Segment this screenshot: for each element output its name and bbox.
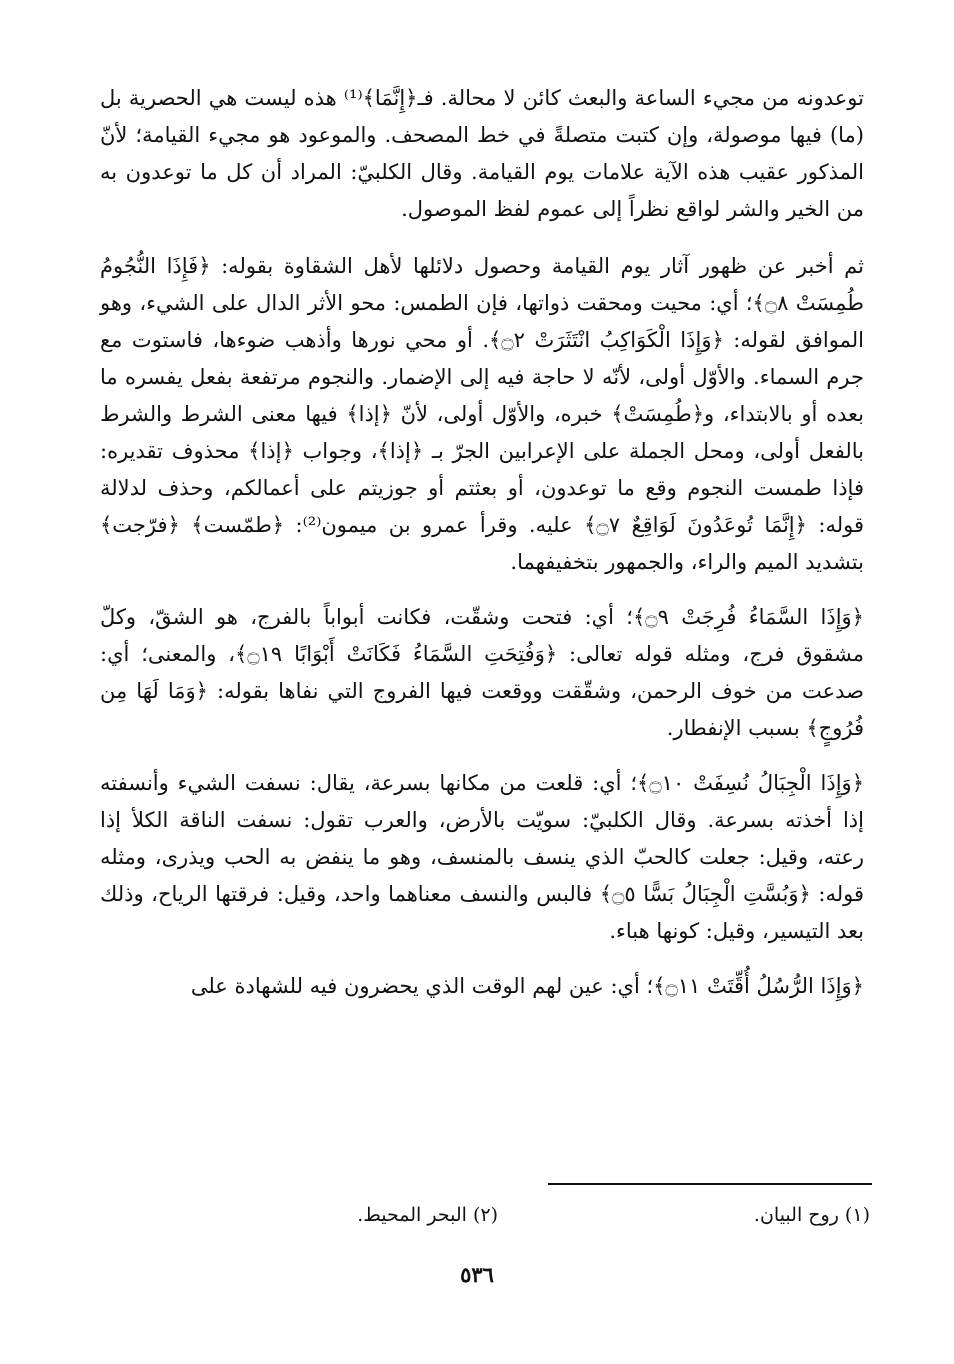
footnote-1: (١) روح البيان.	[753, 1204, 870, 1226]
paragraph-4: ﴿وَإِذَا الْجِبَالُ نُسِفَتْ ۝١٠﴾؛ أي: قلعت من مكانها بسرعة، يقال: نسفت الشيء وأنسفته إذا أخذته بسرعة. وقال الكلبيّ: سويّت بالأرض، والعرب تقول: نسفت الناقة الكلأ إذا رعته، وقيل: جعلت كالحبّ الذي ينسف بالمنسف، وهو ما ينفض به الحب ويذرى، ومثله قوله: ﴿وَبُسَّتِ الْجِبَالُ بَسًّا ۝٥﴾ فالبس والنسف معناهما واحد، وقيل: فرقتها الرياح، وذلك بعد التيسير، وقيل: كونها هباء.	[100, 771, 864, 943]
paragraph-2: ثم أخبر عن ظهور آثار يوم القيامة وحصول دلائلها لأهل الشقاوة بقوله: ﴿فَإِذَا النُّجُومُ طُمِسَتْ ۝٨﴾؛ أي: محيت ومحقت ذواتها، فإن الطمس: محو الأثر الدال على الشيء، وهو الموافق لقوله: ﴿وَإِذَا الْكَوَاكِبُ انْتَثَرَتْ ۝٢﴾. أو محي نورها وأذهب ضوءها، فاستوت مع جرم السماء. والأوّل أولى، لأنّه لا حاجة فيه إلى الإضمار. والنجوم مرتفعة بفعل يفسره ما بعده أو بالابتداء، و﴿طُمِسَتْ﴾ خبره، والأوّل أولى، لأنّ ﴿إذا﴾ فيها معنى الشرط والشرط بالفعل أولى، ومحل الجملة على الإعرابين الجرّ بـ ﴿إذا﴾، وجواب ﴿إذا﴾ محذوف تقديره: فإذا طمست النجوم وقع ما توعدون، أو بعثتم أو جوزيتم على أعمالكم، وحذف لدلالة قوله: ﴿إِنَّمَا تُوعَدُونَ لَوَاقِعٌ ۝٧﴾ عليه. وقرأ عمرو بن ميمون⁽²⁾: ﴿طمّست﴾ ﴿فرّجت﴾ بتشديد الميم والراء، والجمهور بتخفيفهما.	[100, 254, 865, 574]
page-number: ٥٣٦	[460, 1262, 494, 1287]
footnote-2: (٢) البحر المحيط.	[357, 1204, 498, 1226]
paragraph-1: توعدونه من مجيء الساعة والبعث كائن لا محالة. فـ﴿إِنَّمَا﴾⁽¹⁾ هذه ليست هي الحصرية بل (ما) فيها موصولة، وإن كتبت متصلةً في خط المصحف. والموعود هو مجيء القيامة؛ لأنّ المذكور عقيب هذه الآية علامات يوم القيامة. وقال الكلبيّ: المراد أن كل ما توعدون به من الخير والشر لواقع نظراً إلى عموم لفظ الموصول.	[100, 86, 864, 221]
paragraph-5: ﴿وَإِذَا الرُّسُلُ أُقِّتَتْ ۝١١﴾؛ أي: عين لهم الوقت الذي يحضرون فيه للشهادة على	[190, 974, 864, 998]
body-text	[100, 80, 864, 1023]
paragraph-3: ﴿وَإِذَا السَّمَاءُ فُرِجَتْ ۝٩﴾؛ أي: فتحت وشقّت، فكانت أبواباً بالفرج، هو الشقّ، وكلّ مشقوق فرج، ومثله قوله تعالى: ﴿وَفُتِحَتِ السَّمَاءُ فَكَانَتْ أَبْوَابًا ۝١٩﴾، والمعنى؛ أي: صدعت من خوف الرحمن، وشقّقت ووقعت فيها الفروج التي نفاها بقوله: ﴿وَمَا لَهَا مِن فُرُوجٍ﴾ بسبب الإنفطار.	[100, 605, 864, 740]
footnote-divider	[548, 1183, 872, 1185]
